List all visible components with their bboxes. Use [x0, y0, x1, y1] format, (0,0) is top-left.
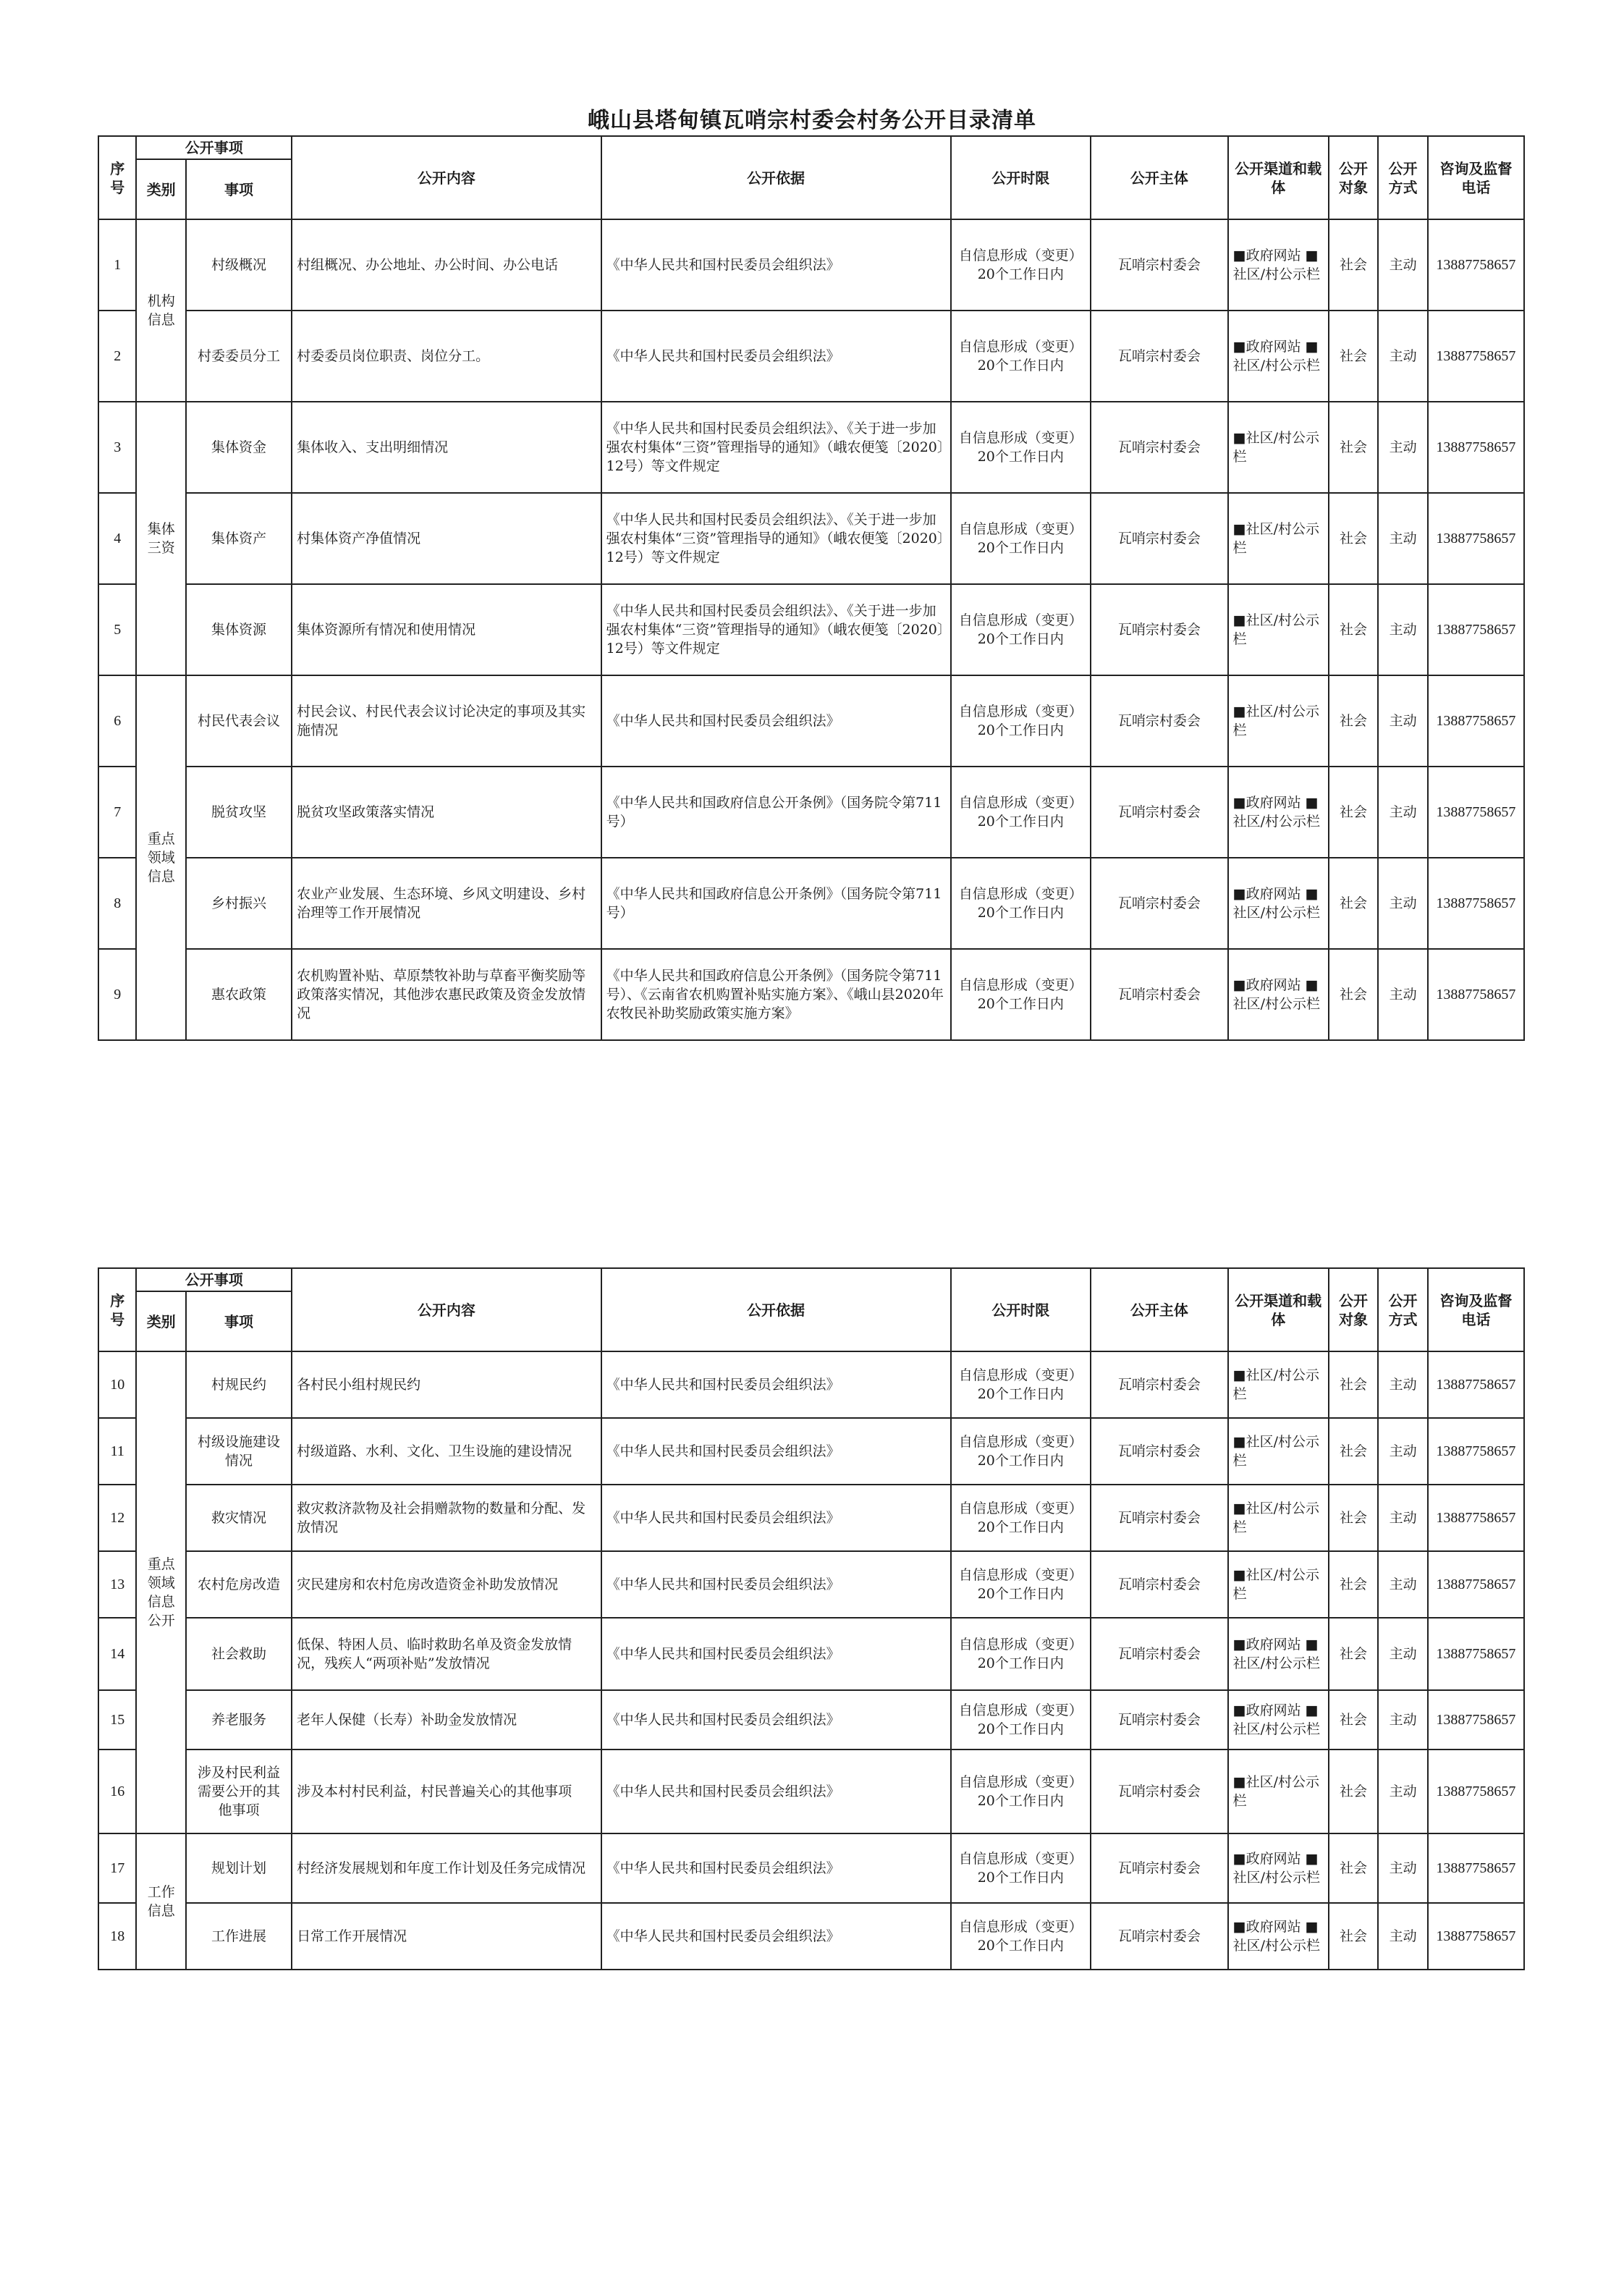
seq-cell: 14	[98, 1618, 136, 1690]
subject-cell: 瓦哨宗村委会	[1091, 675, 1228, 767]
item-cell: 集体资产	[186, 493, 292, 584]
channel-cell: ■政府网站 ■社区/村公示栏	[1228, 311, 1329, 402]
table-row	[98, 858, 1524, 949]
header-period: 公开时限	[951, 1268, 1091, 1351]
phone-cell: 13887758657	[1428, 1551, 1524, 1618]
target-cell: 社会	[1329, 1485, 1379, 1551]
phone-cell: 13887758657	[1428, 493, 1524, 584]
seq-cell: 4	[98, 493, 136, 584]
channel-cell: ■政府网站 ■社区/村公示栏	[1228, 949, 1329, 1040]
table-row	[98, 584, 1524, 675]
target-cell: 社会	[1329, 1833, 1379, 1903]
channel-cell: ■社区/村公示栏	[1228, 493, 1329, 584]
method-cell: 主动	[1378, 858, 1428, 949]
content-cell: 日常工作开展情况	[292, 1903, 601, 1970]
catalog-table-page-1	[98, 135, 1525, 1041]
channel-cell: ■政府网站 ■社区/村公示栏	[1228, 767, 1329, 858]
method-cell: 主动	[1378, 949, 1428, 1040]
period-cell: 自信息形成（变更）20个工作日内	[951, 1485, 1091, 1551]
method-cell: 主动	[1378, 1551, 1428, 1618]
phone-cell: 13887758657	[1428, 767, 1524, 858]
seq-cell: 5	[98, 584, 136, 675]
phone-cell: 13887758657	[1428, 858, 1524, 949]
phone-cell: 13887758657	[1428, 1833, 1524, 1903]
header-category: 类别	[136, 159, 186, 219]
basis-cell: 《中华人民共和国政府信息公开条例》（国务院令第711号）	[601, 767, 951, 858]
channel-cell: ■政府网站 ■社区/村公示栏	[1228, 219, 1329, 311]
item-cell: 村规民约	[186, 1351, 292, 1418]
seq-cell: 9	[98, 949, 136, 1040]
item-cell: 村级概况	[186, 219, 292, 311]
category-cell: 机构信息	[136, 219, 186, 402]
basis-cell: 《中华人民共和国村民委员会组织法》	[601, 1618, 951, 1690]
phone-cell: 13887758657	[1428, 1690, 1524, 1750]
period-cell: 自信息形成（变更）20个工作日内	[951, 1833, 1091, 1903]
basis-cell: 《中华人民共和国村民委员会组织法》	[601, 675, 951, 767]
header-channel: 公开渠道和载体	[1228, 1268, 1329, 1351]
header-seq: 序号	[98, 136, 136, 219]
target-cell: 社会	[1329, 311, 1379, 402]
content-cell: 老年人保健（长寿）补助金发放情况	[292, 1690, 601, 1750]
subject-cell: 瓦哨宗村委会	[1091, 1485, 1228, 1551]
header-target: 公开对象	[1329, 136, 1379, 219]
seq-cell: 3	[98, 402, 136, 493]
seq-cell: 6	[98, 675, 136, 767]
content-cell: 低保、特困人员、临时救助名单及资金发放情况，残疾人“两项补贴”发放情况	[292, 1618, 601, 1690]
content-cell: 各村民小组村规民约	[292, 1351, 601, 1418]
channel-cell: ■社区/村公示栏	[1228, 1551, 1329, 1618]
target-cell: 社会	[1329, 493, 1379, 584]
header-item: 事项	[186, 1291, 292, 1351]
table-row	[98, 949, 1524, 1040]
item-cell: 惠农政策	[186, 949, 292, 1040]
method-cell: 主动	[1378, 1618, 1428, 1690]
category-cell: 集体三资	[136, 402, 186, 675]
basis-cell: 《中华人民共和国村民委员会组织法》	[601, 219, 951, 311]
catalog-table-page-2	[98, 1267, 1525, 1970]
header-content: 公开内容	[292, 1268, 601, 1351]
period-cell: 自信息形成（变更）20个工作日内	[951, 311, 1091, 402]
table-row	[98, 493, 1524, 584]
subject-cell: 瓦哨宗村委会	[1091, 584, 1228, 675]
method-cell: 主动	[1378, 1833, 1428, 1903]
item-cell: 工作进展	[186, 1903, 292, 1970]
header-subject: 公开主体	[1091, 136, 1228, 219]
content-cell: 集体收入、支出明细情况	[292, 402, 601, 493]
target-cell: 社会	[1329, 949, 1379, 1040]
phone-cell: 13887758657	[1428, 219, 1524, 311]
subject-cell: 瓦哨宗村委会	[1091, 1690, 1228, 1750]
subject-cell: 瓦哨宗村委会	[1091, 493, 1228, 584]
basis-cell: 《中华人民共和国村民委员会组织法》	[601, 1418, 951, 1485]
target-cell: 社会	[1329, 1618, 1379, 1690]
method-cell: 主动	[1378, 675, 1428, 767]
channel-cell: ■政府网站 ■社区/村公示栏	[1228, 1618, 1329, 1690]
item-cell: 集体资源	[186, 584, 292, 675]
header-method: 公开方式	[1378, 1268, 1428, 1351]
channel-cell: ■社区/村公示栏	[1228, 402, 1329, 493]
basis-cell: 《中华人民共和国政府信息公开条例》（国务院令第711号）、《云南省农机购置补贴实施方案》、《峨山县2020年农牧民补助奖励政策实施方案》	[601, 949, 951, 1040]
table-row	[98, 1418, 1524, 1485]
seq-cell: 7	[98, 767, 136, 858]
channel-cell: ■政府网站 ■社区/村公示栏	[1228, 1690, 1329, 1750]
table-row	[98, 1903, 1524, 1970]
basis-cell: 《中华人民共和国村民委员会组织法》	[601, 1903, 951, 1970]
period-cell: 自信息形成（变更）20个工作日内	[951, 219, 1091, 311]
content-cell: 救灾救济款物及社会捐赠款物的数量和分配、发放情况	[292, 1485, 601, 1551]
content-cell: 脱贫攻坚政策落实情况	[292, 767, 601, 858]
category-cell: 重点领域信息	[136, 675, 186, 1040]
seq-cell: 1	[98, 219, 136, 311]
phone-cell: 13887758657	[1428, 1618, 1524, 1690]
header-category: 类别	[136, 1291, 186, 1351]
subject-cell: 瓦哨宗村委会	[1091, 1833, 1228, 1903]
basis-cell: 《中华人民共和国村民委员会组织法》	[601, 1485, 951, 1551]
period-cell: 自信息形成（变更）20个工作日内	[951, 1903, 1091, 1970]
subject-cell: 瓦哨宗村委会	[1091, 1418, 1228, 1485]
content-cell: 集体资源所有情况和使用情况	[292, 584, 601, 675]
period-cell: 自信息形成（变更）20个工作日内	[951, 493, 1091, 584]
subject-cell: 瓦哨宗村委会	[1091, 858, 1228, 949]
method-cell: 主动	[1378, 1485, 1428, 1551]
table-row	[98, 311, 1524, 402]
item-cell: 村民代表会议	[186, 675, 292, 767]
basis-cell: 《中华人民共和国村民委员会组织法》	[601, 1833, 951, 1903]
seq-cell: 11	[98, 1418, 136, 1485]
phone-cell: 13887758657	[1428, 1903, 1524, 1970]
target-cell: 社会	[1329, 1903, 1379, 1970]
content-cell: 涉及本村村民利益，村民普遍关心的其他事项	[292, 1750, 601, 1833]
item-cell: 脱贫攻坚	[186, 767, 292, 858]
target-cell: 社会	[1329, 1351, 1379, 1418]
content-cell: 农机购置补贴、草原禁牧补助与草畜平衡奖励等政策落实情况，其他涉农惠民政策及资金发放情况	[292, 949, 601, 1040]
channel-cell: ■社区/村公示栏	[1228, 584, 1329, 675]
basis-cell: 《中华人民共和国村民委员会组织法》、《关于进一步加强农村集体“三资”管理指导的通知》（峨农便笺〔2020〕12号）等文件规定	[601, 584, 951, 675]
header-group: 公开事项	[136, 136, 292, 159]
target-cell: 社会	[1329, 1750, 1379, 1833]
phone-cell: 13887758657	[1428, 402, 1524, 493]
period-cell: 自信息形成（变更）20个工作日内	[951, 1690, 1091, 1750]
header-content: 公开内容	[292, 136, 601, 219]
subject-cell: 瓦哨宗村委会	[1091, 402, 1228, 493]
content-cell: 村级道路、水利、文化、卫生设施的建设情况	[292, 1418, 601, 1485]
method-cell: 主动	[1378, 1750, 1428, 1833]
target-cell: 社会	[1329, 767, 1379, 858]
basis-cell: 《中华人民共和国村民委员会组织法》、《关于进一步加强农村集体“三资”管理指导的通知》（峨农便笺〔2020〕12号）等文件规定	[601, 493, 951, 584]
subject-cell: 瓦哨宗村委会	[1091, 219, 1228, 311]
category-cell: 工作信息	[136, 1833, 186, 1970]
page-title: 峨山县塔甸镇瓦哨宗村委会村务公开目录清单	[588, 108, 1036, 133]
channel-cell: ■社区/村公示栏	[1228, 1485, 1329, 1551]
channel-cell: ■社区/村公示栏	[1228, 1750, 1329, 1833]
basis-cell: 《中华人民共和国村民委员会组织法》、《关于进一步加强农村集体“三资”管理指导的通知》（峨农便笺〔2020〕12号）等文件规定	[601, 402, 951, 493]
basis-cell: 《中华人民共和国村民委员会组织法》	[601, 1551, 951, 1618]
phone-cell: 13887758657	[1428, 584, 1524, 675]
period-cell: 自信息形成（变更）20个工作日内	[951, 675, 1091, 767]
header-seq: 序号	[98, 1268, 136, 1351]
seq-cell: 2	[98, 311, 136, 402]
header-basis: 公开依据	[601, 136, 951, 219]
header-period: 公开时限	[951, 136, 1091, 219]
header-basis: 公开依据	[601, 1268, 951, 1351]
subject-cell: 瓦哨宗村委会	[1091, 1618, 1228, 1690]
subject-cell: 瓦哨宗村委会	[1091, 1903, 1228, 1970]
header-group: 公开事项	[136, 1268, 292, 1291]
seq-cell: 15	[98, 1690, 136, 1750]
item-cell: 乡村振兴	[186, 858, 292, 949]
target-cell: 社会	[1329, 675, 1379, 767]
header-phone: 咨询及监督电话	[1428, 1268, 1524, 1351]
content-cell: 村委委员岗位职责、岗位分工。	[292, 311, 601, 402]
channel-cell: ■社区/村公示栏	[1228, 1418, 1329, 1485]
table-row	[98, 219, 1524, 311]
content-cell: 村集体资产净值情况	[292, 493, 601, 584]
item-cell: 村委委员分工	[186, 311, 292, 402]
method-cell: 主动	[1378, 311, 1428, 402]
table-row	[98, 1551, 1524, 1618]
basis-cell: 《中华人民共和国村民委员会组织法》	[601, 311, 951, 402]
header-target: 公开对象	[1329, 1268, 1379, 1351]
seq-cell: 16	[98, 1750, 136, 1833]
item-cell: 集体资金	[186, 402, 292, 493]
content-cell: 村组概况、办公地址、办公时间、办公电话	[292, 219, 601, 311]
phone-cell: 13887758657	[1428, 311, 1524, 402]
table-row	[98, 1351, 1524, 1418]
method-cell: 主动	[1378, 402, 1428, 493]
period-cell: 自信息形成（变更）20个工作日内	[951, 949, 1091, 1040]
table-row	[98, 1618, 1524, 1690]
item-cell: 社会救助	[186, 1618, 292, 1690]
seq-cell: 8	[98, 858, 136, 949]
header-method: 公开方式	[1378, 136, 1428, 219]
method-cell: 主动	[1378, 1903, 1428, 1970]
method-cell: 主动	[1378, 1418, 1428, 1485]
item-cell: 农村危房改造	[186, 1551, 292, 1618]
phone-cell: 13887758657	[1428, 1418, 1524, 1485]
item-cell: 村级设施建设情况	[186, 1418, 292, 1485]
target-cell: 社会	[1329, 1551, 1379, 1618]
subject-cell: 瓦哨宗村委会	[1091, 1351, 1228, 1418]
phone-cell: 13887758657	[1428, 675, 1524, 767]
subject-cell: 瓦哨宗村委会	[1091, 1750, 1228, 1833]
target-cell: 社会	[1329, 1690, 1379, 1750]
phone-cell: 13887758657	[1428, 1351, 1524, 1418]
target-cell: 社会	[1329, 402, 1379, 493]
table-row	[98, 767, 1524, 858]
phone-cell: 13887758657	[1428, 1485, 1524, 1551]
period-cell: 自信息形成（变更）20个工作日内	[951, 858, 1091, 949]
period-cell: 自信息形成（变更）20个工作日内	[951, 1750, 1091, 1833]
item-cell: 养老服务	[186, 1690, 292, 1750]
content-cell: 农业产业发展、生态环境、乡风文明建设、乡村治理等工作开展情况	[292, 858, 601, 949]
channel-cell: ■政府网站 ■社区/村公示栏	[1228, 1903, 1329, 1970]
method-cell: 主动	[1378, 584, 1428, 675]
table-row	[98, 675, 1524, 767]
basis-cell: 《中华人民共和国村民委员会组织法》	[601, 1351, 951, 1418]
channel-cell: ■政府网站 ■社区/村公示栏	[1228, 858, 1329, 949]
period-cell: 自信息形成（变更）20个工作日内	[951, 402, 1091, 493]
period-cell: 自信息形成（变更）20个工作日内	[951, 1551, 1091, 1618]
subject-cell: 瓦哨宗村委会	[1091, 311, 1228, 402]
item-cell: 涉及村民利益需要公开的其他事项	[186, 1750, 292, 1833]
period-cell: 自信息形成（变更）20个工作日内	[951, 1418, 1091, 1485]
item-cell: 救灾情况	[186, 1485, 292, 1551]
subject-cell: 瓦哨宗村委会	[1091, 767, 1228, 858]
basis-cell: 《中华人民共和国村民委员会组织法》	[601, 1750, 951, 1833]
content-cell: 村经济发展规划和年度工作计划及任务完成情况	[292, 1833, 601, 1903]
period-cell: 自信息形成（变更）20个工作日内	[951, 767, 1091, 858]
channel-cell: ■社区/村公示栏	[1228, 675, 1329, 767]
basis-cell: 《中华人民共和国村民委员会组织法》	[601, 1690, 951, 1750]
table-row	[98, 1833, 1524, 1903]
phone-cell: 13887758657	[1428, 1750, 1524, 1833]
method-cell: 主动	[1378, 1690, 1428, 1750]
subject-cell: 瓦哨宗村委会	[1091, 949, 1228, 1040]
period-cell: 自信息形成（变更）20个工作日内	[951, 1351, 1091, 1418]
seq-cell: 10	[98, 1351, 136, 1418]
category-cell: 重点领域信息公开	[136, 1351, 186, 1833]
header-item: 事项	[186, 159, 292, 219]
header-subject: 公开主体	[1091, 1268, 1228, 1351]
target-cell: 社会	[1329, 1418, 1379, 1485]
table-row	[98, 1690, 1524, 1750]
phone-cell: 13887758657	[1428, 949, 1524, 1040]
method-cell: 主动	[1378, 493, 1428, 584]
target-cell: 社会	[1329, 858, 1379, 949]
seq-cell: 13	[98, 1551, 136, 1618]
seq-cell: 18	[98, 1903, 136, 1970]
basis-cell: 《中华人民共和国政府信息公开条例》（国务院令第711号）	[601, 858, 951, 949]
content-cell: 村民会议、村民代表会议讨论决定的事项及其实施情况	[292, 675, 601, 767]
channel-cell: ■政府网站 ■社区/村公示栏	[1228, 1833, 1329, 1903]
seq-cell: 17	[98, 1833, 136, 1903]
header-phone: 咨询及监督电话	[1428, 136, 1524, 219]
method-cell: 主动	[1378, 219, 1428, 311]
channel-cell: ■社区/村公示栏	[1228, 1351, 1329, 1418]
target-cell: 社会	[1329, 219, 1379, 311]
table-row	[98, 402, 1524, 493]
item-cell: 规划计划	[186, 1833, 292, 1903]
seq-cell: 12	[98, 1485, 136, 1551]
content-cell: 灾民建房和农村危房改造资金补助发放情况	[292, 1551, 601, 1618]
header-channel: 公开渠道和载体	[1228, 136, 1329, 219]
table-row	[98, 1485, 1524, 1551]
target-cell: 社会	[1329, 584, 1379, 675]
method-cell: 主动	[1378, 767, 1428, 858]
period-cell: 自信息形成（变更）20个工作日内	[951, 584, 1091, 675]
method-cell: 主动	[1378, 1351, 1428, 1418]
table-row	[98, 1750, 1524, 1833]
subject-cell: 瓦哨宗村委会	[1091, 1551, 1228, 1618]
period-cell: 自信息形成（变更）20个工作日内	[951, 1618, 1091, 1690]
